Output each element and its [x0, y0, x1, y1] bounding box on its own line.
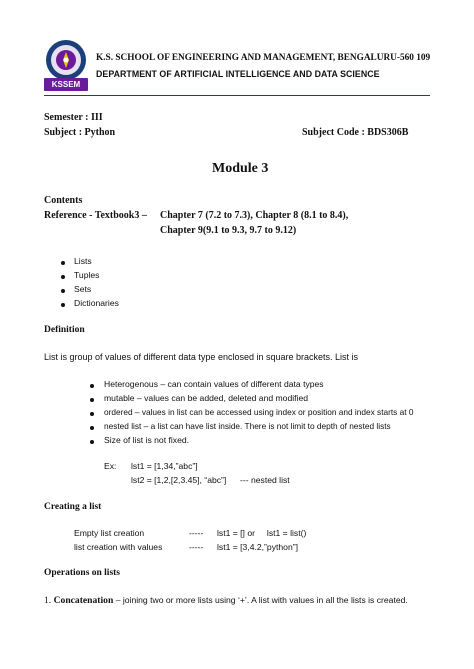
logo-banner: KSSEM [44, 78, 88, 91]
subject: Subject : Python [44, 127, 116, 138]
example-2-note: --- nested list [240, 475, 290, 485]
definition-point: mutable – values can be added, deleted and modified [104, 393, 309, 403]
bullet-icon [61, 261, 65, 265]
bullet-icon [61, 303, 65, 307]
contents-heading: Contents [44, 195, 83, 206]
example-label: Ex: [104, 461, 117, 471]
topic-item: Dictionaries [74, 298, 119, 308]
definition-point: nested list – a list can have list inside. There is not limit to depth of nested lists [104, 421, 391, 431]
bullet-icon [61, 275, 65, 279]
definition-point: Heterogenous – can contain values of different data types [104, 379, 324, 389]
operation-number: 1. [44, 595, 52, 606]
operation-description: – joining two or more lists using ‘+’. A list with values in all the lists is created. [113, 595, 408, 605]
creating-row-code: lst1 = [] or lst1 = list() [217, 528, 307, 538]
definition-text: List is group of values of different data type enclosed in square brackets. List is [44, 352, 359, 362]
creating-row-label: list creation with values [74, 542, 163, 552]
example-2: lst2 = [1,2,[2,3.45], “abc”] [131, 475, 227, 485]
subject-code: Subject Code : BDS306B [302, 127, 409, 138]
creating-heading: Creating a list [44, 502, 102, 512]
operations-heading: Operations on lists [44, 568, 121, 578]
bullet-icon [90, 412, 94, 416]
institution-name: K.S. SCHOOL OF ENGINEERING AND MANAGEMENT, BENGALURU-560 109 [96, 53, 431, 63]
bullet-icon [90, 426, 94, 430]
creating-row-label: Empty list creation [74, 528, 145, 538]
definition-point: Size of list is not fixed. [104, 435, 190, 445]
page-title: Module 3 [212, 161, 269, 176]
institution-logo [44, 38, 88, 82]
bullet-icon [61, 289, 65, 293]
topic-item: Tuples [74, 270, 100, 280]
operation-item [44, 595, 408, 606]
creating-row-separator: ----- [189, 528, 204, 538]
creating-row-code: lst1 = [3,4.2,”python”] [217, 542, 298, 552]
example-1: lst1 = [1,34,”abc”] [131, 461, 198, 471]
operation-term: Concatenation [53, 595, 114, 606]
reference-line-1: Chapter 7 (7.2 to 7.3), Chapter 8 (8.1 to 8.4), [160, 210, 349, 221]
bullet-icon [90, 398, 94, 402]
semester: Semester : III [44, 112, 103, 123]
definition-heading: Definition [44, 325, 85, 335]
creating-row-separator: ----- [189, 542, 204, 552]
header-divider [44, 95, 430, 96]
bullet-icon [90, 440, 94, 444]
topic-item: Sets [74, 284, 92, 294]
reference-label: Reference - Textbook3 – [44, 210, 147, 221]
topic-item: Lists [74, 256, 92, 266]
bullet-icon [90, 384, 94, 388]
definition-point: ordered – values in list can be accessed using index or position and index starts at 0 [104, 407, 414, 417]
department-name: DEPARTMENT OF ARTIFICIAL INTELLIGENCE AND DATA SCIENCE [96, 69, 380, 79]
reference-line-2: Chapter 9(9.1 to 9.3, 9.7 to 9.12) [160, 225, 297, 236]
